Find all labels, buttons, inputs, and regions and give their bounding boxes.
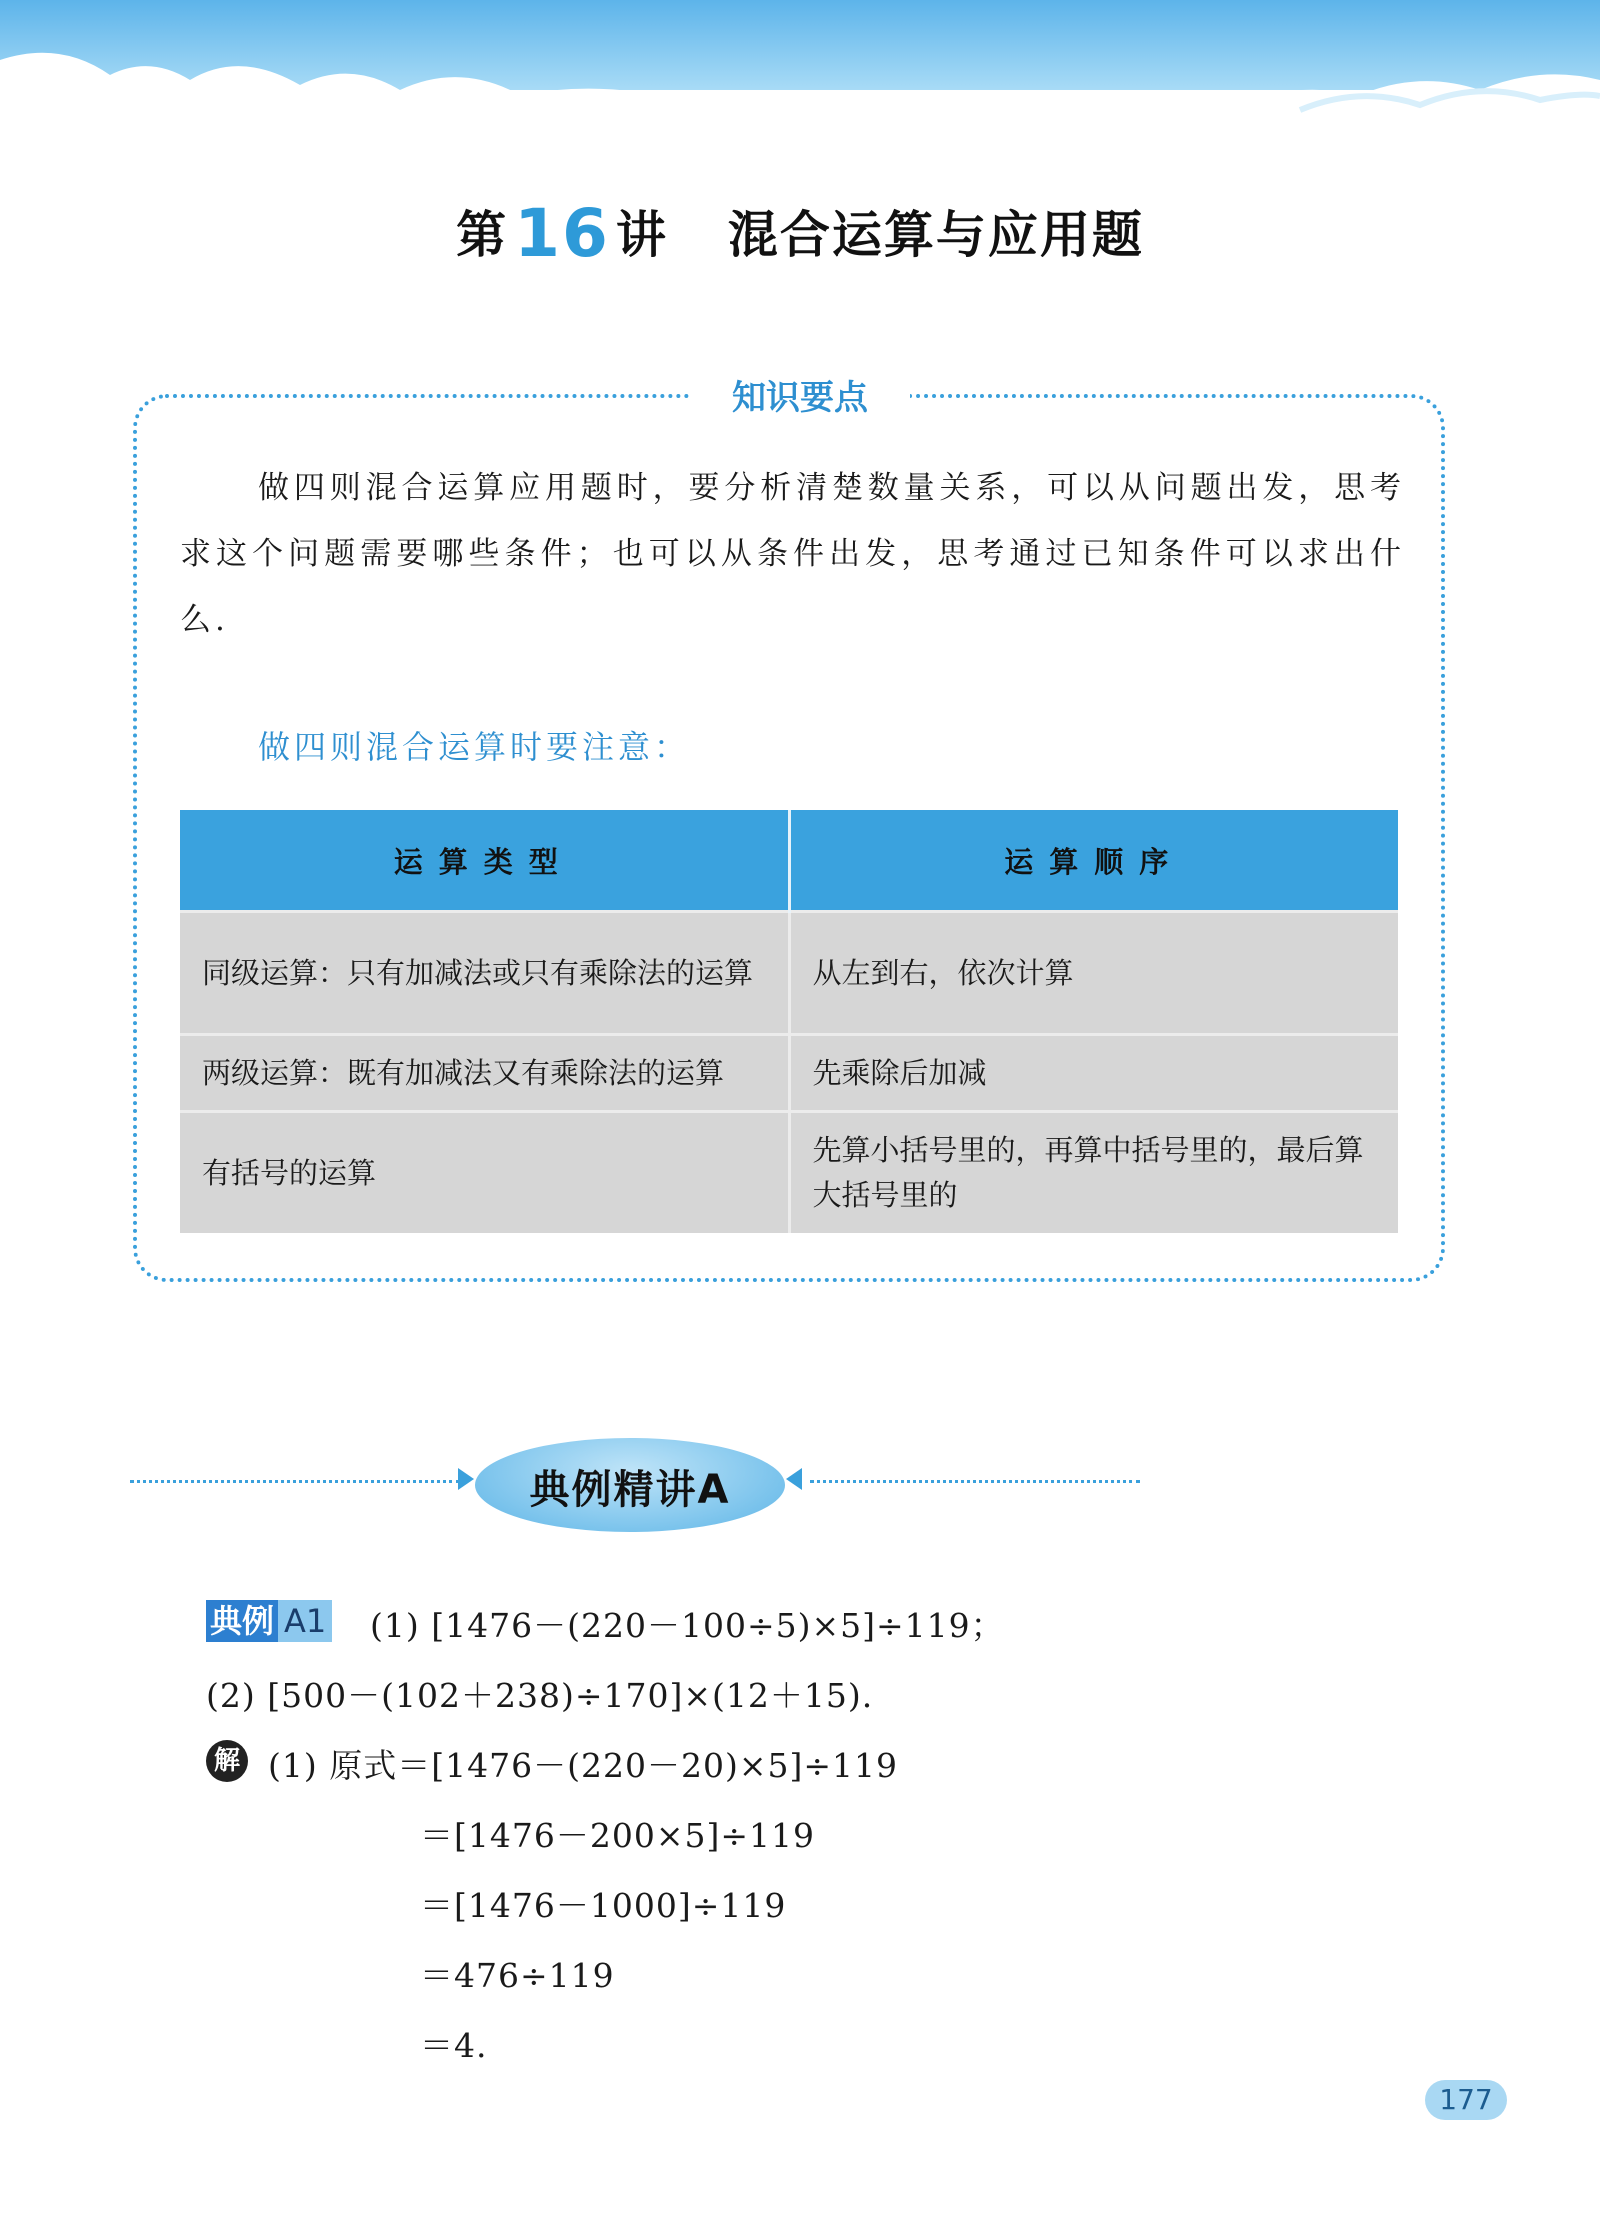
table-cell: 先乘除后加减 (789, 1035, 1398, 1112)
section-title: 典例精讲A (529, 1467, 731, 1513)
knowledge-label: 知识要点 (690, 370, 910, 419)
arrow-left-icon (786, 1468, 802, 1490)
arrow-right-icon (458, 1468, 474, 1490)
example-tag (206, 1600, 332, 1642)
table-cell: 两级运算：既有加减法又有乘除法的运算 (180, 1035, 789, 1112)
question-2: (2) [500－(102＋238)÷170]×(12＋15). (206, 1676, 874, 1715)
solution-step: ＝[1476－1000]÷119 (420, 1886, 787, 1925)
chapter-name: 混合运算与应用题 (727, 205, 1144, 264)
chapter-prefix: 第 (456, 205, 509, 264)
page-number: 177 (1425, 2080, 1507, 2120)
question-1: (1) [1476－(220－100÷5)×5]÷119； (370, 1606, 1005, 1645)
knowledge-paragraph: 做四则混合运算应用题时，要分析清楚数量关系，可以从问题出发，思考求这个问题需要哪些条件；也可以从条件出发，思考通过已知条件可以求出什么. (180, 470, 1405, 638)
table-row (180, 1035, 1398, 1112)
table-header-row (180, 810, 1398, 912)
knowledge-note: 做四则混合运算时要注意： (258, 728, 691, 766)
example-tag-label: 典例 (206, 1600, 278, 1642)
table-header-order: 运算顺序 (789, 810, 1398, 912)
table-cell: 先算小括号里的，再算中括号里的，最后算大括号里的 (789, 1112, 1398, 1234)
table-cell: 同级运算：只有加减法或只有乘除法的运算 (180, 912, 789, 1035)
solution-badge: 解 (206, 1740, 248, 1782)
chapter-title (0, 195, 1600, 272)
table-header-type: 运算类型 (180, 810, 789, 912)
operation-rules-table (180, 810, 1398, 1233)
section-divider-left (130, 1480, 460, 1483)
table-cell: 从左到右，依次计算 (789, 912, 1398, 1035)
chapter-suffix: 讲 (615, 205, 668, 264)
example-tag-id: A1 (278, 1600, 332, 1642)
section-divider-right (810, 1480, 1140, 1483)
sky-banner (0, 0, 1600, 170)
table-cell: 有括号的运算 (180, 1112, 789, 1234)
solution-step: ＝[1476－200×5]÷119 (420, 1816, 816, 1855)
table-row (180, 1112, 1398, 1234)
table-row (180, 912, 1398, 1035)
solution-step: ＝476÷119 (420, 1956, 615, 1995)
solution-step: ＝4. (420, 2026, 488, 2065)
solution-step: (1) 原式＝[1476－(220－20)×5]÷119 (268, 1746, 898, 1785)
chapter-number: 16 (514, 195, 610, 272)
